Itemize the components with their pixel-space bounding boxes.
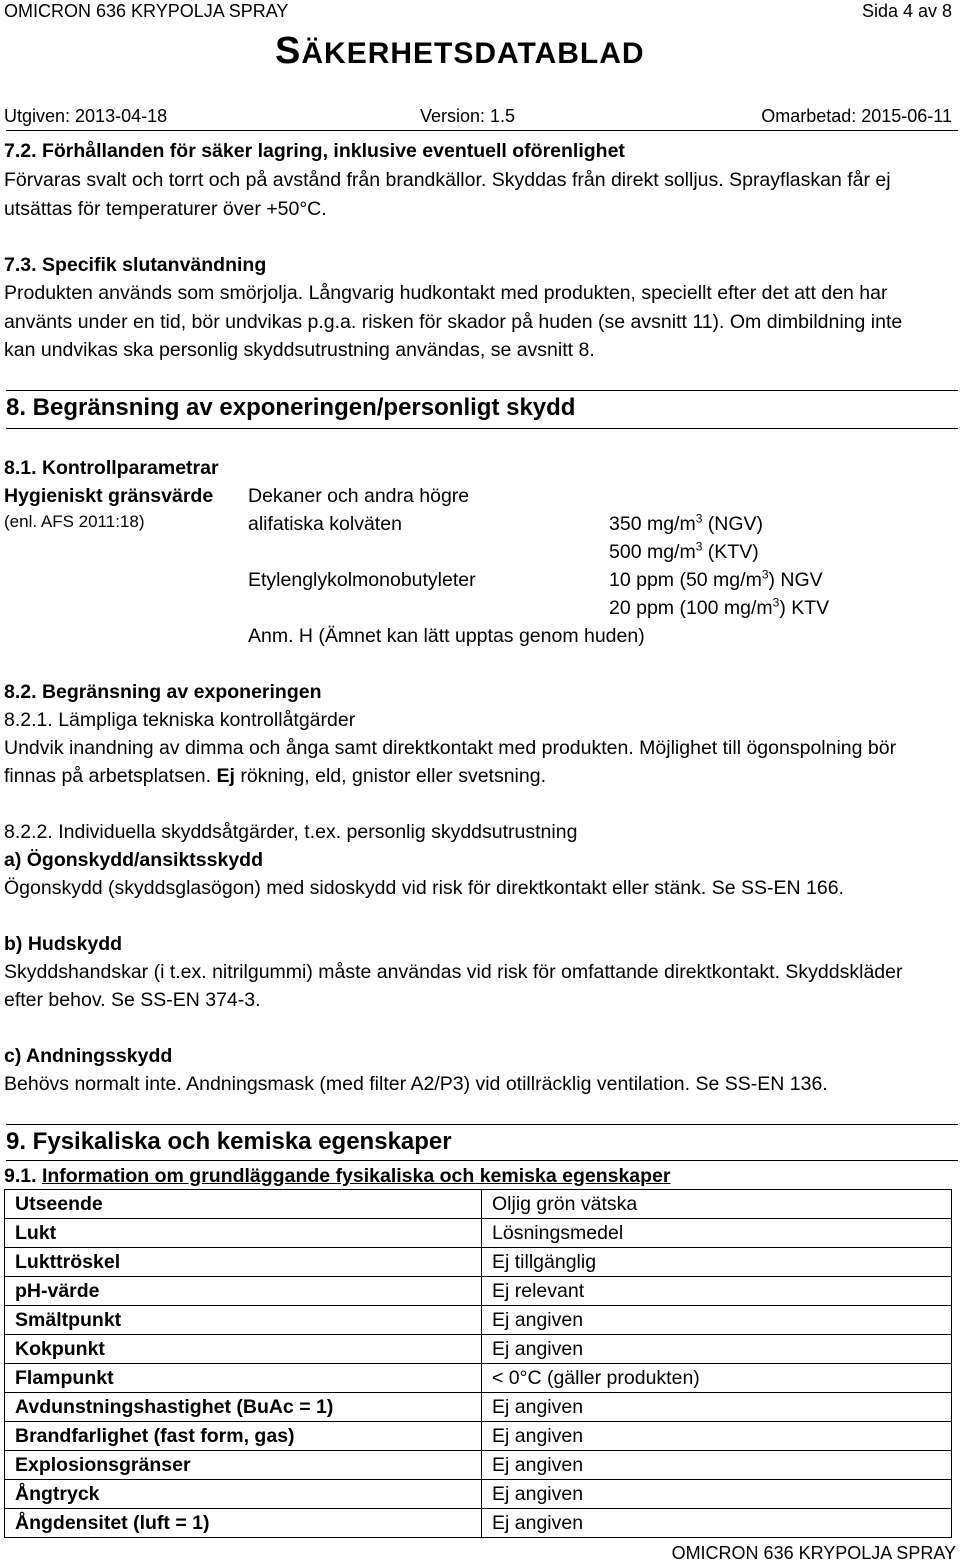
table-row (5, 1335, 952, 1364)
eye-protection-heading: a) Ögonskydd/ansiktsskydd (4, 849, 263, 871)
property-value: Ej angiven (482, 1509, 952, 1538)
issued-date: Utgiven: 2013-04-18 (4, 106, 168, 126)
property-value: Lösningsmedel (482, 1219, 952, 1248)
substance-1-name-line2: alifatiska kolväten (248, 513, 402, 535)
substance-2-name: Etylenglykolmonobutyleter (248, 569, 476, 591)
property-name: Ångtryck (5, 1480, 482, 1509)
property-value: Ej relevant (482, 1277, 952, 1306)
property-value: Oljig grön vätska (482, 1190, 952, 1219)
eye-protection-text: Ögonskydd (skyddsglasögon) med sidoskydd vid risk för direktkontakt eller stänk. Se SS-EN 166. (4, 877, 844, 899)
table-row (5, 1248, 952, 1277)
section-7-3-text-line1: Produkten används som smörjolja. Långvarig hudkontakt med produkten, speciellt efter det att den har (4, 282, 888, 304)
table-row (5, 1364, 952, 1393)
substance-1-name-line1: Dekaner och andra högre (248, 485, 470, 507)
table-row (5, 1480, 952, 1509)
property-name: Avdunstningshastighet (BuAc = 1) (5, 1393, 482, 1422)
header-divider (6, 130, 958, 131)
section-7-3-text-line3: kan undvikas ska personlig skyddsutrustning användas, se avsnitt 8. (4, 339, 595, 361)
property-name: Explosionsgränser (5, 1451, 482, 1480)
section-7-3-heading: 7.3. Specifik slutanvändning (4, 254, 267, 276)
document-title-rest: ÄKERHETSDATABLAD (301, 37, 645, 70)
property-value: Ej angiven (482, 1451, 952, 1480)
section-8-2-1-text-line2: finnas på arbetsplatsen. Ej rökning, eld, gnistor eller svetsning. (4, 765, 546, 787)
property-name: Lukttröskel (5, 1248, 482, 1277)
property-name: Brandfarlighet (fast form, gas) (5, 1422, 482, 1451)
document-title (275, 30, 645, 73)
section-8-heading: 8. Begränsning av exponeringen/personligt skydd (6, 394, 576, 421)
section-9-1-heading: 9.1. Information om grundläggande fysikaliska och kemiska egenskaper (4, 1165, 671, 1187)
property-value: Ej angiven (482, 1335, 952, 1364)
header-product-name: OMICRON 636 KRYPOLJA SPRAY (4, 1, 289, 21)
section-7-2-heading: 7.2. Förhållanden för säker lagring, inklusive eventuell oförenlighet (4, 140, 625, 162)
section-7-3-text-line2: använts under en tid, bör undvikas p.g.a. risken för skador på huden (se avsnitt 11). Om dimbildning inte (4, 311, 903, 333)
header-page-number: Sida 4 av 8 (861, 1, 952, 21)
skin-protection-text-line2: efter behov. Se SS-EN 374-3. (4, 989, 261, 1011)
section-8-2-2-heading: 8.2.2. Individuella skyddsåtgärder, t.ex. personlig skyddsutrustning (4, 821, 578, 843)
table-row (5, 1190, 952, 1219)
property-value: < 0°C (gäller produkten) (482, 1364, 952, 1393)
property-name: Smältpunkt (5, 1306, 482, 1335)
property-name: Ångdensitet (luft = 1) (5, 1509, 482, 1538)
section-8-2-heading: 8.2. Begränsning av exponeringen (4, 681, 322, 703)
substance-1-ngv-value: 350 $mg/m^3$ (NGV) (609, 511, 764, 535)
footer-product-name: OMICRON 636 KRYPOLJA SPRAY (671, 1543, 956, 1563)
table-row (5, 1451, 952, 1480)
property-name: Utseende (5, 1190, 482, 1219)
property-name: Flampunkt (5, 1364, 482, 1393)
exposure-limit-reference: (enl. AFS 2011:18) (4, 512, 145, 531)
section-9-bottom-rule (6, 1160, 958, 1161)
section-9-heading: 9. Fysikaliska och kemiska egenskaper (6, 1128, 452, 1155)
property-name: Lukt (5, 1219, 482, 1248)
table-row (5, 1509, 952, 1538)
property-value: Ej angiven (482, 1422, 952, 1451)
substance-2-ngv-value: 10 ppm (50 $mg/m^3$) NGV (609, 567, 823, 591)
properties-table (4, 1189, 952, 1538)
property-value: Ej angiven (482, 1393, 952, 1422)
section-9-top-rule (6, 1124, 958, 1125)
section-7-2-text-line1: Förvaras svalt och torrt och på avstånd från brandkällor. Skyddas från direkt solljus. Sprayflaskan får ej (4, 169, 891, 191)
substance-2-ktv-value: 20 ppm (100 $mg/m^3$) KTV (609, 595, 830, 619)
section-7-2-text-line2: utsättas för temperaturer över +50°C. (4, 198, 327, 220)
property-value: Ej angiven (482, 1306, 952, 1335)
respiratory-protection-heading: c) Andningsskydd (4, 1045, 173, 1067)
exposure-limit-label: Hygieniskt gränsvärde (4, 485, 214, 507)
skin-protection-text-line1: Skyddshandskar (i t.ex. nitrilgummi) måste användas vid risk för omfattande direktkontakt. Skyddskläder (4, 961, 903, 983)
version: Version: 1.5 (420, 106, 516, 126)
revised-date: Omarbetad: 2015-06-11 (761, 106, 952, 126)
section-8-top-rule (6, 390, 958, 391)
property-name: Kokpunkt (5, 1335, 482, 1364)
section-8-2-1-heading: 8.2.1. Lämpliga tekniska kontrollåtgärder (4, 709, 356, 731)
skin-protection-heading: b) Hudskydd (4, 933, 123, 955)
respiratory-protection-text: Behövs normalt inte. Andningsmask (med filter A2/P3) vid otillräcklig ventilation. Se SS-EN 136. (4, 1073, 828, 1095)
skin-absorption-note: Anm. H (Ämnet kan lätt upptas genom huden) (248, 625, 645, 647)
substance-1-ktv-value: 500 $mg/m^3$ (KTV) (609, 539, 759, 563)
document-title-initial: S (275, 30, 302, 72)
property-value: Ej tillgänglig (482, 1248, 952, 1277)
section-8-1-heading: 8.1. Kontrollparametrar (4, 457, 219, 479)
section-8-2-1-text-line1: Undvik inandning av dimma och ånga samt direktkontakt med produkten. Möjlighet till ögonspolning bör (4, 737, 897, 759)
table-row (5, 1306, 952, 1335)
property-name: pH-värde (5, 1277, 482, 1306)
table-row (5, 1219, 952, 1248)
table-row (5, 1422, 952, 1451)
table-row (5, 1393, 952, 1422)
section-8-bottom-rule (6, 428, 958, 429)
table-row (5, 1277, 952, 1306)
property-value: Ej angiven (482, 1480, 952, 1509)
